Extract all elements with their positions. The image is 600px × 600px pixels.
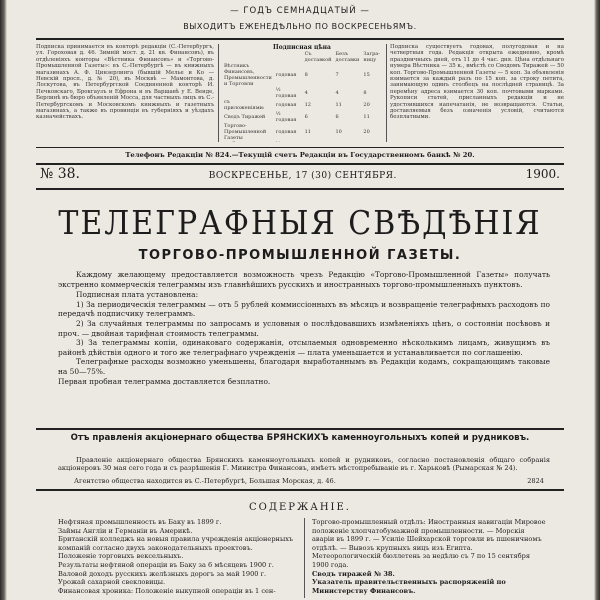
contents-divider <box>304 518 305 598</box>
table-row: съ приложеніями: годовая 12 11 20 <box>224 99 370 111</box>
main-title: ТЕЛЕГРАФНЫЯ СВѢДѢНІЯ <box>58 204 542 243</box>
subscription-right-text: Подписка существуетъ годовая, полугодовая и на четвертныя года. Редакція открыта ежедневно, кромѣ праздничныхъ дней, отъ 11 до 4 час. дня. Цѣна отдѣльнаго нумера Вѣстника — 35 к., вмѣстѣ со Сводомъ Тиражей — 50 коп. Торгово-Промышленной Газеты — 5 коп. За объявленія взимается за каждый разъ по 15 коп. за строку петита, занимающую одинъ столбецъ на послѣдней страницѣ. За перемѣну адреса взимается 30 коп. почтовыми марками. Рукописи статей, присланныхъ редакціи и не удостоившихся напечатанія, не возвращаются. Статьи, доставляемыя безъ означенія условій, считаются безплатными. <box>390 44 564 121</box>
subscription-left-text: Подписка принимается въ конторѣ редакціи (С.-Петербургъ, ул. Гороховая д. 46. Зимній мост. д. 21 кв. Финансовъ), въ отдѣленіяхъ конторы «Вѣстника Финансовъ» и «Торгово-Промышленной Газеты»: въ С.-Петербургѣ — въ книжныхъ магазинахъ А. Ф. Цинзерлинга (бывшій Мелье и Ко — Невскій просп., д. № 20), въ Москвѣ — Мамонтова, д. Лоскутова, въ Петербургской Соединенной конторѣ И. Печковскаго, Брокгаузъ и Ефрона и въ Варшавѣ у Е. Венде, Берлинѣ въ бюро объявленій Мосса, для частныхъ лицъ въ С.-Петербургскомъ и Московскомъ книжныхъ и газетныхъ магазинахъ, а также въ провинціи въ губерніяхъ и уѣздахъ казначействахъ. <box>36 44 214 121</box>
notice-rule-bottom <box>36 489 564 491</box>
sub-title: ТОРГОВО-ПРОМЫШЛЕННОЙ ГАЗЕТЫ. <box>138 248 462 263</box>
notice-ref: 2824 <box>527 477 544 485</box>
scan-edge-left <box>0 0 7 600</box>
issue-date: ВОСКРЕСЕНЬЕ, 17 (30) СЕНТЯБРЯ. <box>208 171 397 181</box>
contents-right-column <box>312 518 548 595</box>
issue-bar <box>40 166 560 186</box>
fee-item-3: 3) За телеграммы копіи, одинаковаго содержанія, отсылаемыя одновременно нѣсколькимъ лицамъ, живущимъ въ районѣ дѣйствія одного и того же телеграфнаго учрежденія — плата уменьшается и устанавливается по соглашенію. <box>58 338 550 357</box>
list-item: Нефтяная промышленность въ Баку въ 1899 г. <box>58 518 222 526</box>
list-item: Результаты нефтяной операціи въ Баку за 6 мѣсяцевъ 1900 г. <box>58 560 274 569</box>
column-divider <box>386 44 387 142</box>
intro-paragraph: Каждому желающему предоставляется возможность чрезъ Редакцію «Торгово-Промышленной Газеты» получать экстренно коммерческія телеграммы изъ главнѣйшихъ русскихъ и иностранныхъ торгово-промышленныхъ пунктовъ. <box>58 270 550 289</box>
list-item: Торгово-промышленный отдѣлъ: Иностранныя навигаціи Мировое положеніе хлопчатобумажной промышленности. — Морскія аваріи въ 1899 г. — Усиліе Шейхарской торговли въ пшеничномъ отдѣлѣ. — Вывозъ крупныхъ яицъ изъ Египта. <box>312 518 546 552</box>
table-row: Торгово-Промышленной Газеты годовая 11 10 20 <box>224 123 370 141</box>
list-item: Положеніе торговыхъ вексельныхъ. <box>58 552 184 561</box>
notice-title: Отъ правленія акціонернаго общества БРЯНСКИХЪ каменноугольныхъ копей и рудниковъ. <box>70 433 530 443</box>
price-table-title: Подписная цѣна <box>273 44 331 51</box>
fee-item-1: 1) За периодическія телеграммы — отъ 5 рублей коммиссіонныхъ въ мѣсяцъ и возвращеніе телеграфныхъ расходовъ по передачѣ подписчику телеграммъ. <box>58 299 550 319</box>
issue-rule <box>36 188 564 190</box>
notice-agency-row <box>74 477 544 485</box>
table-row: Сводъ Тиражей ½ годовая 6 6 11 <box>224 111 370 123</box>
notice-agency: Агентство общества находится въ С.-Петербургѣ, Большая Морская, д. 46. <box>74 477 336 485</box>
list-item: Займы Англіи и Германіи въ Америкѣ. <box>58 526 193 535</box>
contents-heading: СОДЕРЖАНІЕ. <box>249 502 351 513</box>
notice-text: Правленіе акціонернаго общества Брянскихъ каменноугольныхъ копей и рудниковъ, согласно постановленія общаго собранія акціонеровъ 30 мая сего года и съ разрѣшенія Г. Министра Финансовъ, имѣетъ мѣстопребываніе въ г. Харьковѣ (Рымарская № 24). <box>58 456 550 473</box>
issue-year: 1900. <box>525 167 560 181</box>
price-col-header: Съ доставкой <box>304 51 332 63</box>
phone-line: Телефонъ Редакціи № 824.—Текущій счетъ Редакціи въ Государственномъ банкѣ № 20. <box>125 151 475 159</box>
column-divider <box>218 44 219 142</box>
fee-heading: Подписная плата установлена: <box>76 290 199 300</box>
list-item: Финансовая хроника: Положеніе выкупной операціи въ 1 сен- <box>58 586 276 595</box>
fee-item-2: 2) За случайныя телеграммы по запросамъ и условныя о послѣдовавшихъ измѣненіяхъ цѣнъ, о состояніи посѣвовъ и проч. — двойная тарифная стоимость телеграммы. <box>58 318 550 338</box>
list-item: Указатель правительственныхъ распоряженій по Министерству Финансовъ. <box>312 578 506 595</box>
phone-rule-top <box>36 147 564 148</box>
table-row: Вѣстникъ Финансовъ, Промышленности и Торговли годовая 8 7 15 <box>224 63 370 87</box>
phone-rule-bottom <box>36 163 564 165</box>
price-table-grid <box>222 51 382 142</box>
frequency-line: ВЫХОДИТЪ ЕЖЕНЕДѢЛЬНО ПО ВОСКРЕСЕНЬЯМЪ. <box>183 22 417 31</box>
list-item: Британскій колледжъ на новыя правила учрежденія акціонерныхъ компаній согласно двухъ законодательныхъ проектовъ. <box>58 535 294 552</box>
year-line: — ГОДЪ СЕМНАДЦАТЫЙ — <box>230 6 370 16</box>
reduction-paragraph: Телеграфные расходы возможно уменьшены, благодаря выработаннымъ въ Редакціи кодамъ, сокращающимъ таковые на 50—75%. <box>58 357 550 376</box>
price-table <box>222 44 382 142</box>
header-rule <box>36 38 564 40</box>
price-col-header: Безъ доставки <box>335 51 360 63</box>
issue-number: № 38. <box>40 166 80 182</box>
list-item: Валовой доходъ русскихъ желѣзныхъ дорогъ за май 1900 г. <box>58 569 267 578</box>
notice-rule-top <box>36 428 564 430</box>
price-col-header: Заграницу <box>363 51 380 63</box>
table-row <box>222 141 382 142</box>
scan-edge-right <box>594 0 600 600</box>
free-trial-line: Первая пробная телеграмма доставляется безплатно. <box>58 376 271 386</box>
table-row: ½ годовая 4 4 8 <box>275 87 367 99</box>
article-body <box>58 270 550 386</box>
list-item: Метеорологическій бюллетень за недѣлю съ 7 по 15 сентября 1900 года. <box>312 552 531 569</box>
list-item: Урожай сахарной свекловицы. <box>58 578 166 587</box>
contents-left-column <box>58 518 298 595</box>
list-item: Сводъ тиражей № 38. <box>312 569 395 578</box>
